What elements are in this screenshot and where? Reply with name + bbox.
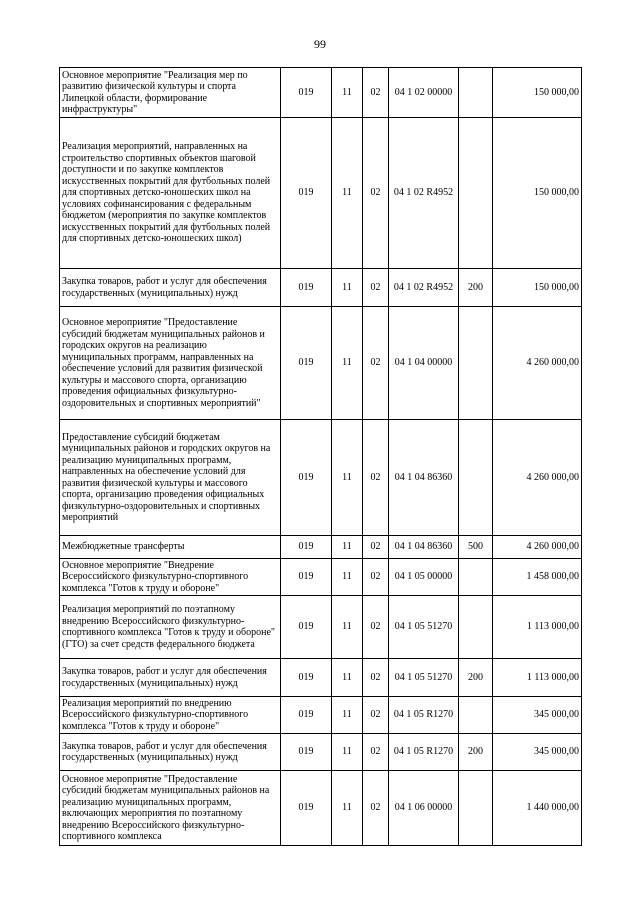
expense-type-code <box>459 68 493 118</box>
amount: 345 000,00 <box>493 697 582 734</box>
subsection-code: 02 <box>363 118 389 269</box>
table-row <box>60 559 582 596</box>
grbs-code: 019 <box>281 697 332 734</box>
target-item-code: 04 1 02 00000 <box>389 68 459 118</box>
subsection-code: 02 <box>363 307 389 420</box>
target-item-code: 04 1 05 R1270 <box>389 734 459 771</box>
amount: 1 113 000,00 <box>493 659 582 697</box>
grbs-code: 019 <box>281 307 332 420</box>
item-name: Основное мероприятие "Предоставление субсидий бюджетам муниципальных районов на реализацию муниципальных программ, включающих мероприятия по поэтапному внедрению Всероссийского физкультурно-спортивного комплекса <box>60 771 281 846</box>
table-row <box>60 536 582 559</box>
item-name: Основное мероприятие "Реализация мер по развитию физической культуры и спорта Липецкой области, формирование инфраструктуры" <box>60 68 281 118</box>
subsection-code: 02 <box>363 536 389 559</box>
grbs-code: 019 <box>281 659 332 697</box>
subsection-code: 02 <box>363 420 389 536</box>
section-code: 11 <box>332 68 363 118</box>
budget-table <box>59 67 582 846</box>
expense-type-code <box>459 697 493 734</box>
page-number: 99 <box>314 37 326 51</box>
target-item-code: 04 1 04 86360 <box>389 420 459 536</box>
grbs-code: 019 <box>281 269 332 307</box>
expense-type-code <box>459 559 493 596</box>
target-item-code: 04 1 05 00000 <box>389 559 459 596</box>
subsection-code: 02 <box>363 771 389 846</box>
subsection-code: 02 <box>363 596 389 659</box>
item-name: Предоставление субсидий бюджетам муниципальных районов и городских округов на реализацию муниципальных программ, направленных на обеспечение условий для развития физической культуры и массового спорта, организацию проведения официальных физкультурно-оздоровительных и спортивных мероприятий <box>60 420 281 536</box>
item-name: Реализация мероприятий по внедрению Всероссийского физкультурно-спортивного комплекса "Готов к труду и обороне" <box>60 697 281 734</box>
section-code: 11 <box>332 307 363 420</box>
amount: 4 260 000,00 <box>493 420 582 536</box>
section-code: 11 <box>332 536 363 559</box>
expense-type-code: 500 <box>459 536 493 559</box>
budget-table-body <box>60 68 582 846</box>
item-name: Межбюджетные трансферты <box>60 536 281 559</box>
item-name: Основное мероприятие "Предоставление субсидий бюджетам муниципальных районов и городских округов на реализацию муниципальных программ, направленных на обеспечение условий для развития физической культуры и массового спорта, организацию проведения официальных физкультурно-оздоровительных и спортивных мероприятий" <box>60 307 281 420</box>
table-row <box>60 771 582 846</box>
item-name: Закупка товаров, работ и услуг для обеспечения государственных (муниципальных) нужд <box>60 659 281 697</box>
amount: 345 000,00 <box>493 734 582 771</box>
section-code: 11 <box>332 771 363 846</box>
amount: 1 113 000,00 <box>493 596 582 659</box>
expense-type-code: 200 <box>459 734 493 771</box>
target-item-code: 04 1 05 R1270 <box>389 697 459 734</box>
amount: 1 440 000,00 <box>493 771 582 846</box>
expense-type-code: 200 <box>459 269 493 307</box>
subsection-code: 02 <box>363 659 389 697</box>
amount: 4 260 000,00 <box>493 536 582 559</box>
target-item-code: 04 1 02 R4952 <box>389 118 459 269</box>
table-row <box>60 68 582 118</box>
table-row <box>60 734 582 771</box>
item-name: Основное мероприятие "Внедрение Всероссийского физкультурно-спортивного комплекса "Готов к труду и обороне" <box>60 559 281 596</box>
item-name: Реализация мероприятий по поэтапному внедрению Всероссийского физкультурно-спортивного комплекса "Готов к труду и обороне" (ГТО) за счет средств федерального бюджета <box>60 596 281 659</box>
table-row <box>60 420 582 536</box>
section-code: 11 <box>332 596 363 659</box>
section-code: 11 <box>332 659 363 697</box>
section-code: 11 <box>332 420 363 536</box>
table-row <box>60 269 582 307</box>
table-row <box>60 697 582 734</box>
target-item-code: 04 1 06 00000 <box>389 771 459 846</box>
section-code: 11 <box>332 734 363 771</box>
amount: 4 260 000,00 <box>493 307 582 420</box>
target-item-code: 04 1 04 00000 <box>389 307 459 420</box>
subsection-code: 02 <box>363 734 389 771</box>
table-row <box>60 659 582 697</box>
table-row <box>60 596 582 659</box>
expense-type-code <box>459 420 493 536</box>
expense-type-code <box>459 596 493 659</box>
target-item-code: 04 1 02 R4952 <box>389 269 459 307</box>
target-item-code: 04 1 05 51270 <box>389 596 459 659</box>
expense-type-code <box>459 118 493 269</box>
grbs-code: 019 <box>281 596 332 659</box>
section-code: 11 <box>332 118 363 269</box>
grbs-code: 019 <box>281 771 332 846</box>
subsection-code: 02 <box>363 559 389 596</box>
amount: 150 000,00 <box>493 269 582 307</box>
amount: 1 458 000,00 <box>493 559 582 596</box>
item-name: Закупка товаров, работ и услуг для обеспечения государственных (муниципальных) нужд <box>60 734 281 771</box>
item-name: Закупка товаров, работ и услуг для обеспечения государственных (муниципальных) нужд <box>60 269 281 307</box>
section-code: 11 <box>332 269 363 307</box>
table-row <box>60 118 582 269</box>
grbs-code: 019 <box>281 118 332 269</box>
grbs-code: 019 <box>281 420 332 536</box>
expense-type-code: 200 <box>459 659 493 697</box>
subsection-code: 02 <box>363 269 389 307</box>
grbs-code: 019 <box>281 68 332 118</box>
grbs-code: 019 <box>281 734 332 771</box>
amount: 150 000,00 <box>493 118 582 269</box>
section-code: 11 <box>332 559 363 596</box>
expense-type-code <box>459 771 493 846</box>
section-code: 11 <box>332 697 363 734</box>
target-item-code: 04 1 04 86360 <box>389 536 459 559</box>
amount: 150 000,00 <box>493 68 582 118</box>
table-row <box>60 307 582 420</box>
expense-type-code <box>459 307 493 420</box>
target-item-code: 04 1 05 51270 <box>389 659 459 697</box>
subsection-code: 02 <box>363 697 389 734</box>
subsection-code: 02 <box>363 68 389 118</box>
item-name: Реализация мероприятий, направленных на строительство спортивных объектов шаговой доступности и по закупке комплектов искусственных покрытий для футбольных полей для спортивных детско-юношеских школ на условиях софинансирования с федеральным бюджетом (мероприятия по закупке комплектов искусственных покрытий для футбольных полей для спортивных детско-юношеских школ) <box>60 118 281 269</box>
grbs-code: 019 <box>281 559 332 596</box>
grbs-code: 019 <box>281 536 332 559</box>
